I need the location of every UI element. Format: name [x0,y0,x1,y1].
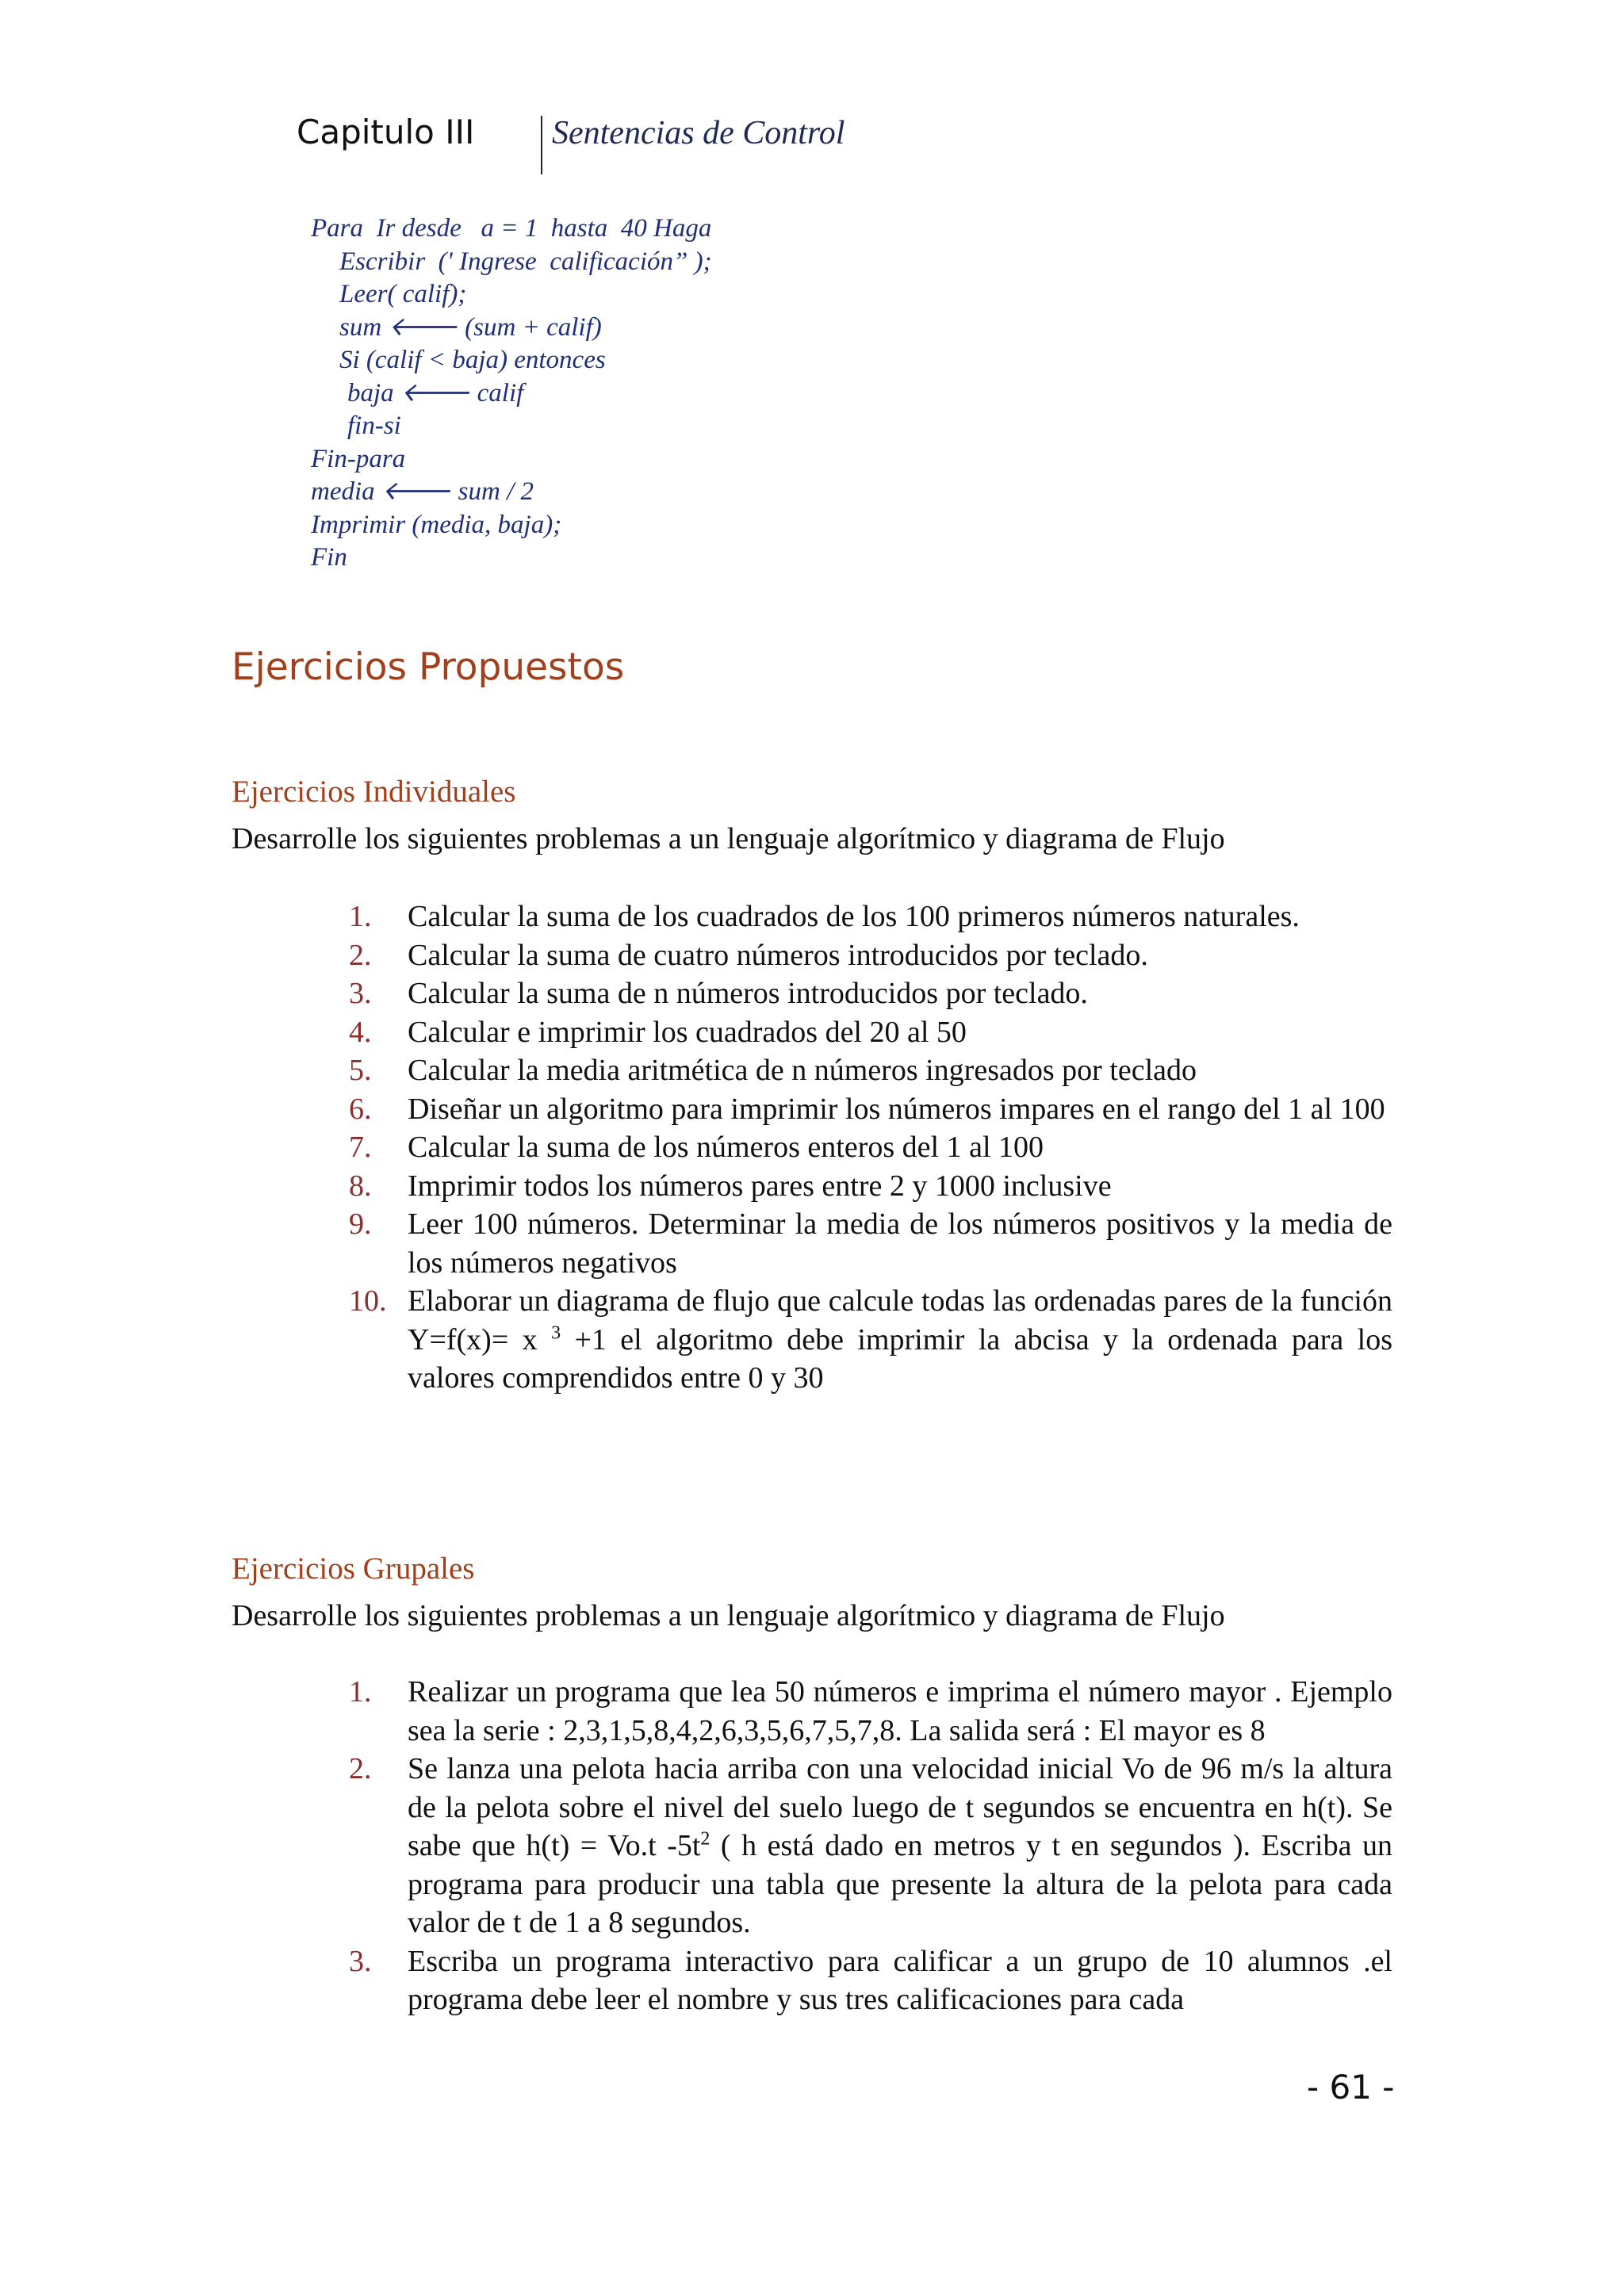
individual-intro: Desarrolle los siguientes problemas a un lenguaje algorítmico y diagrama de Flujo [232,822,1225,855]
group-heading: Ejercicios Grupales [232,1552,475,1586]
list-item [349,1282,1392,1398]
item-number: 8. [349,1169,372,1203]
item-text: Calcular la suma de cuatro números introducidos por teclado. [408,938,1148,972]
list-item [349,1090,1392,1129]
code-line: fin-si [347,411,401,440]
code-line: Escribir (' Ingrese calificación” ); [339,247,712,276]
list-item [349,1673,1392,1750]
individual-heading: Ejercicios Individuales [232,775,516,809]
list-item [349,1750,1392,1942]
code-line: media 🡐 sum / 2 [311,477,534,506]
item-text-continued: ( h está dado en metros y t en segundos ). Escriba un programa para producir una tabla que presente la altura de la pelota para cada valor de t de 1 a 8 segundos. [408,1829,1392,1939]
item-number: 3. [349,977,372,1010]
item-number: 2. [349,1752,372,1785]
list-item [349,936,1392,975]
item-text: Leer 100 números. Determinar la media de los números positivos y la media de los números negativos [408,1207,1392,1280]
item-number: 4. [349,1015,372,1049]
list-item [349,1205,1392,1282]
list-item [349,1942,1392,2019]
item-number: 9. [349,1207,372,1241]
item-text: Elaborar un diagrama de flujo que calcule todas las ordenadas pares de la función Y=f(x)= x [408,1284,1392,1357]
pseudocode-block [311,212,712,575]
code-line: Imprimir (media, baja); [311,510,562,539]
item-number: 7. [349,1131,372,1164]
item-text: Imprimir todos los números pares entre 2 y 1000 inclusive [408,1169,1112,1203]
list-item [349,1013,1392,1052]
page-number: - 61 - [1307,2068,1395,2107]
exponent: 2 [700,1828,710,1850]
main-heading: Ejercicios Propuestos [232,645,625,689]
group-intro: Desarrolle los siguientes problemas a un lenguaje algorítmico y diagrama de Flujo [232,1599,1225,1632]
item-number: 6. [349,1092,372,1126]
item-text: Escriba un programa interactivo para calificar a un grupo de 10 alumnos .el programa debe leer el nombre y sus tres calificaciones para cada [408,1944,1392,2016]
header-divider [541,116,542,174]
individual-exercise-list [349,897,1392,1398]
code-line: Si (calif < baja) entonces [339,346,606,374]
item-text: Calcular la suma de los cuadrados de los 100 primeros números naturales. [408,900,1300,933]
code-line: sum 🡐 (sum + calif) [339,312,602,342]
item-text-continued: +1 el algoritmo debe imprimir la abcisa y la ordenada para los valores comprendidos entre 0 y 30 [408,1322,1392,1395]
item-number: 1. [349,900,372,933]
item-number: 3. [349,1944,372,1978]
list-item [349,974,1392,1013]
item-text: Calcular e imprimir los cuadrados del 20 al 50 [408,1015,967,1049]
item-number: 2. [349,938,372,972]
item-number: 10. [349,1284,387,1318]
item-text: Calcular la suma de los números enteros del 1 al 100 [408,1131,1044,1164]
exponent: 3 [551,1322,561,1343]
section-title: Sentencias de Control [552,115,845,151]
code-line: Para Ir desde a = 1 hasta 40 Haga [311,214,712,243]
code-line: baja 🡐 calif [347,378,524,408]
chapter-label: Capitulo III [297,113,475,151]
list-item [349,1167,1392,1206]
item-text: Se lanza una pelota hacia arriba con una velocidad inicial Vo de 96 m/s la altura de la pelota sobre el nivel del suelo luego de t segundos se encuentra en h(t). Se sabe que h(t) = Vo.t -5t [408,1752,1392,1862]
item-text: Realizar un programa que lea 50 números e imprima el número mayor . Ejemplo sea la serie : 2,3,1,5,8,4,2,6,3,5,6,7,5,7,8. La salida será : El mayor es 8 [408,1675,1392,1747]
item-text: Calcular la suma de n números introducidos por teclado. [408,977,1088,1010]
list-item [349,1051,1392,1090]
group-exercise-list [349,1673,1392,2019]
item-number: 5. [349,1054,372,1087]
code-line: Fin-para [311,444,406,473]
list-item [349,897,1392,936]
item-text: Calcular la media aritmética de n números ingresados por teclado [408,1054,1197,1087]
code-line: Leer( calif); [339,280,467,308]
item-number: 1. [349,1675,372,1709]
list-item [349,1128,1392,1167]
item-text: Diseñar un algoritmo para imprimir los números impares en el rango del 1 al 100 [408,1092,1385,1126]
code-line: Fin [311,543,347,572]
